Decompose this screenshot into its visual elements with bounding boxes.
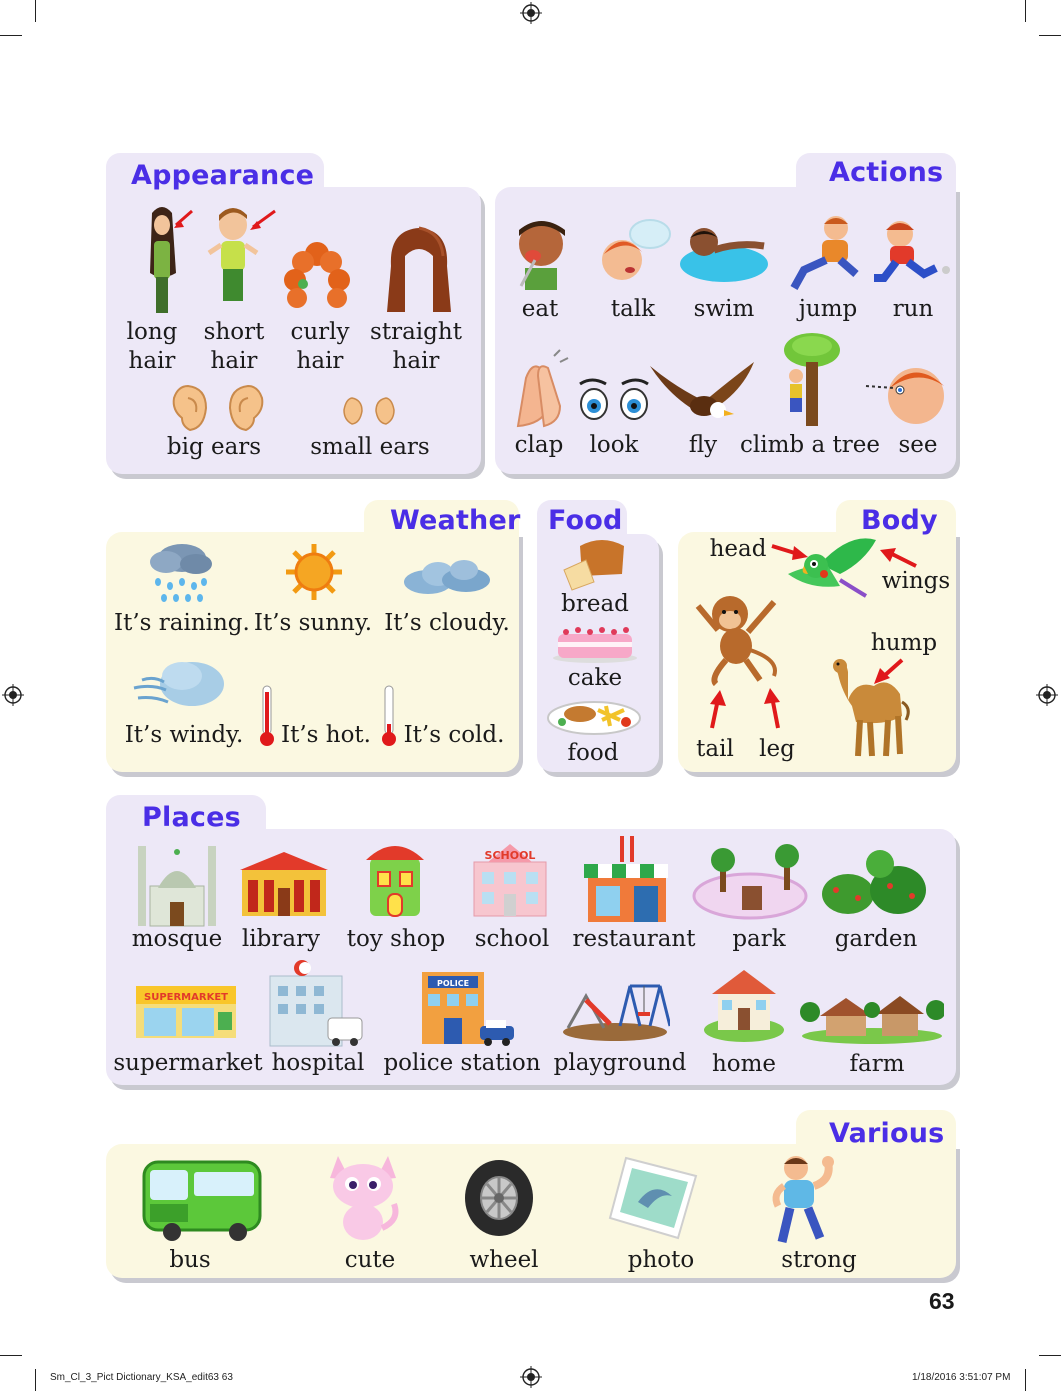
place-label-school: school (474, 926, 550, 952)
label-line: hair (128, 348, 176, 374)
cute-cat-icon (320, 1150, 406, 1242)
page-number: 63 (929, 1288, 955, 1314)
arrow-icon (704, 690, 726, 730)
run-icon (870, 218, 954, 290)
supermarket-icon (132, 978, 240, 1040)
weather-label-sunny: It’s sunny. (253, 610, 373, 636)
label-line: short (203, 319, 265, 345)
place-label-mosque: mosque (131, 926, 223, 952)
action-label-fly: fly (688, 432, 718, 458)
library-icon (236, 850, 332, 918)
crop-mark (0, 1355, 22, 1356)
label-line: hair (296, 348, 344, 374)
appearance-title: Appearance (131, 160, 315, 191)
monkey-icon (690, 590, 782, 686)
talk-icon (598, 216, 672, 290)
crop-mark (1039, 1355, 1061, 1356)
see-icon (864, 362, 946, 428)
toy-shop-icon (362, 834, 428, 918)
body-label-leg: leg (759, 736, 795, 762)
action-label-run: run (892, 296, 934, 322)
police-sign: POLICE (436, 979, 470, 988)
straight-hair-icon (383, 226, 455, 314)
eat-icon (505, 216, 577, 292)
body-label-hump: hump (870, 630, 938, 656)
place-label-library: library (241, 926, 321, 952)
weather-label-hot: It’s hot. (281, 722, 371, 748)
sun-icon (284, 542, 344, 602)
body-label-wings: wings (881, 568, 951, 594)
crop-mark (1025, 1369, 1026, 1391)
hospital-icon (262, 958, 366, 1048)
jump-icon (790, 212, 866, 292)
label-line: straight (370, 319, 462, 345)
action-label-talk: talk (610, 296, 656, 322)
footer-timestamp: 1/18/2016 3:51:07 PM (912, 1372, 1011, 1383)
label-line: long (126, 319, 178, 345)
place-label-restaurant: restaurant (572, 926, 696, 952)
body-label-head: head (709, 536, 767, 562)
thermometer-cold-icon (380, 684, 398, 748)
action-label-eat: eat (521, 296, 559, 322)
farm-icon (800, 990, 944, 1044)
registration-mark-icon (2, 684, 24, 706)
appearance-label-big-ears: big ears (166, 434, 262, 460)
bus-icon (136, 1154, 266, 1244)
wind-icon (132, 658, 228, 716)
appearance-label-short (198, 318, 270, 376)
place-label-police-station: police station (383, 1050, 541, 1076)
photo-icon (608, 1156, 698, 1240)
footer-file: Sm_Cl_3_Pict Dictionary_KSA_edit63 63 (50, 1372, 233, 1383)
action-label-jump: jump (798, 296, 858, 322)
appearance-label-straight (366, 318, 466, 376)
school-sign: SCHOOL (484, 849, 536, 862)
wheel-icon (462, 1158, 536, 1238)
curly-hair-icon (283, 240, 351, 312)
eagle-icon (648, 360, 756, 430)
place-label-toy-shop: toy shop (346, 926, 446, 952)
action-label-clap: clap (514, 432, 564, 458)
various-title: Various (829, 1118, 945, 1149)
actions-title: Actions (829, 157, 944, 188)
various-label-cute: cute (344, 1247, 396, 1273)
place-label-hospital: hospital (271, 1050, 365, 1076)
long-hair-girl-icon (140, 203, 198, 318)
action-label-look: look (589, 432, 639, 458)
weather-title: Weather (390, 505, 521, 536)
food-title: Food (548, 505, 623, 536)
body-title: Body (861, 505, 938, 536)
short-hair-boy-icon (205, 205, 280, 313)
weather-label-windy: It’s windy. (124, 722, 244, 748)
body-label-tail: tail (696, 736, 734, 762)
place-label-park: park (732, 926, 786, 952)
appearance-label-small-ears: small ears (310, 434, 430, 460)
garden-icon (818, 846, 928, 918)
arrow-icon (764, 688, 786, 730)
bread-icon (560, 536, 630, 592)
crop-mark (0, 35, 22, 36)
eyes-icon (578, 378, 650, 422)
swim-icon (678, 220, 772, 286)
camel-icon (826, 656, 912, 760)
climb-tree-icon (778, 332, 844, 428)
food-label-cake: cake (567, 665, 623, 691)
supermarket-sign: SUPERMARKET (144, 992, 228, 1003)
park-icon (690, 844, 810, 920)
thermometer-hot-icon (258, 684, 276, 748)
crop-mark (35, 0, 36, 22)
places-title: Places (142, 802, 241, 833)
crop-mark (35, 1369, 36, 1391)
weather-label-raining: It’s raining. (114, 610, 250, 636)
school-icon (470, 842, 550, 918)
place-label-farm: farm (849, 1051, 905, 1077)
registration-mark-icon (520, 2, 542, 24)
food-label-bread: bread (561, 591, 629, 617)
cake-icon (552, 624, 638, 664)
police-station-icon (414, 962, 518, 1046)
food-label-food: food (567, 740, 619, 766)
label-line: hair (392, 348, 440, 374)
registration-mark-icon (1036, 684, 1058, 706)
various-label-photo: photo (627, 1247, 695, 1273)
clouds-icon (400, 556, 494, 596)
place-label-home: home (711, 1051, 777, 1077)
rain-cloud-icon (146, 540, 214, 606)
mosque-icon (134, 836, 220, 928)
appearance-label-curly (286, 318, 354, 376)
registration-mark-icon (520, 1366, 542, 1388)
action-label-swim: swim (693, 296, 755, 322)
appearance-label-long (120, 318, 184, 376)
restaurant-icon (580, 834, 674, 924)
action-label-see: see (898, 432, 938, 458)
various-label-wheel: wheel (469, 1247, 539, 1273)
label-line: hair (210, 348, 258, 374)
food-plate-icon (546, 696, 642, 736)
label-line: curly (290, 319, 350, 345)
various-label-bus: bus (169, 1247, 211, 1273)
arrow-icon (770, 542, 810, 562)
playground-icon (560, 978, 670, 1042)
strong-man-icon (770, 1152, 842, 1246)
place-label-supermarket: supermarket (113, 1050, 263, 1076)
home-icon (702, 966, 786, 1042)
place-label-playground: playground (553, 1050, 687, 1076)
small-ears-icon (338, 396, 400, 426)
crop-mark (1025, 0, 1026, 22)
crop-mark (1039, 35, 1061, 36)
place-label-garden: garden (834, 926, 918, 952)
big-ears-icon (168, 382, 270, 434)
weather-label-cold: It’s cold. (403, 722, 505, 748)
arrow-icon (878, 546, 918, 570)
action-label-climb: climb a tree (740, 432, 880, 458)
weather-label-cloudy: It’s cloudy. (384, 610, 510, 636)
various-label-strong: strong (781, 1247, 857, 1273)
clap-icon (504, 348, 572, 428)
